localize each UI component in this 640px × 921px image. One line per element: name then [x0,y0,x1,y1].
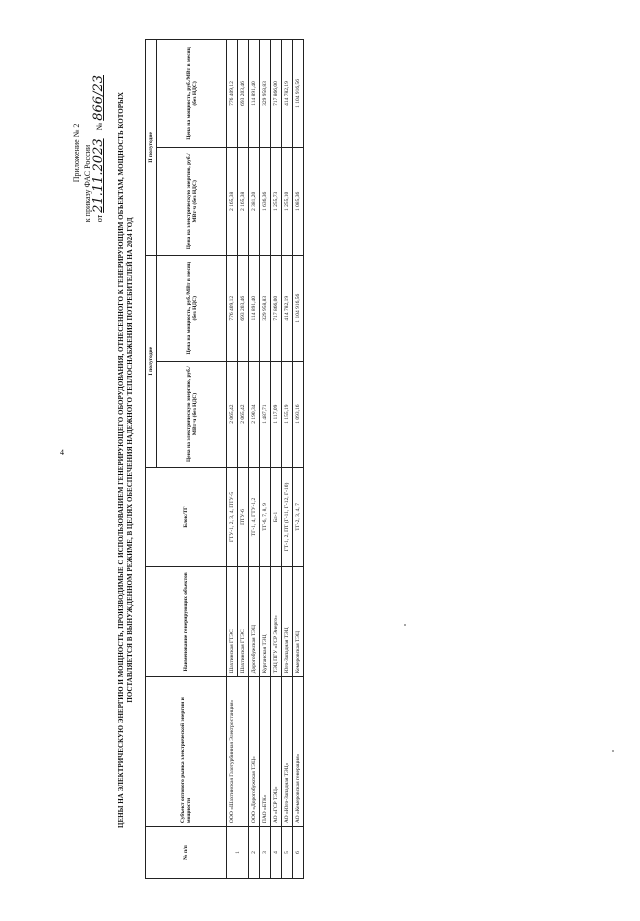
cell-num: 6 [293,827,304,879]
appendix-header [71,75,105,222]
cell-subject: ПАО «БТК» [260,677,271,827]
cell-capacity-2: 414 782,19 [282,40,293,148]
header-energy-price-2: Цена на электрическую энергию, руб./МВт·ч (без НДС) [157,147,227,255]
cell-energy-2: 1 255,10 [282,147,293,255]
cell-block: ГТУ-1, 2, 3, 4, ПТУ-5 [227,467,238,567]
cell-subject: АО «ГСР ТЭЦ» [271,677,282,827]
scan-speck [612,750,614,752]
prices-table [145,39,304,879]
cell-capacity-2: 717 866,00 [271,40,282,148]
cell-energy-1: 2 065,42 [227,361,238,467]
order-number: 866/23 [91,75,106,121]
cell-block: ТГ-6, 7, 8, 9 [260,467,271,567]
cell-object: Юго-Западная ТЭЦ [282,567,293,677]
cell-num: 2 [249,827,260,879]
cell-subject: ООО «Шахтинская Газотурбинная Электростанция» [227,677,249,827]
header-num: № п/п [146,827,227,879]
scan-speck [404,624,406,626]
number-prefix: № [95,122,104,131]
cell-capacity-2: 1 104 916,56 [293,40,304,148]
cell-capacity-1: 693 203,46 [238,255,249,361]
cell-num: 4 [271,827,282,879]
cell-block: ТГ-2, 3, 4, 7 [293,467,304,567]
header-subject: Субъект оптового рынка электрической энергии и мощности [146,677,227,827]
cell-block: ПТУ-6 [238,467,249,567]
cell-energy-2: 2 165,38 [227,147,238,255]
cell-capacity-1: 329 958,83 [260,255,271,361]
cell-energy-1: 2 065,42 [238,361,249,467]
cell-capacity-1: 414 782,19 [282,255,293,361]
cell-capacity-1: 717 866,00 [271,255,282,361]
cell-object: ТЭЦ ПГУ «ГСР Энерго» [271,567,282,677]
appendix-date-line [93,75,105,222]
cell-capacity-2: 776 409,12 [227,40,238,148]
cell-num: 3 [260,827,271,879]
date-prefix: от [95,214,104,223]
cell-energy-2: 1 255,73 [271,147,282,255]
table-row [260,40,271,879]
cell-block: ТГ-1, 4, ГТУ-1,2 [249,467,260,567]
cell-object: Шахтинская ГТЭС [238,567,249,677]
appendix-title: Приложение № 2 [72,123,81,183]
cell-num: 5 [282,827,293,879]
cell-capacity-2: 114 891,40 [249,40,260,148]
cell-capacity-1: 114 891,40 [249,255,260,361]
cell-object: Дорогобужская ТЭЦ [249,567,260,677]
cell-block: ГТ-1, 2, ПТ (Г-11, Г-12, Г-10) [282,467,293,567]
table-row [293,40,304,879]
cell-subject: АО «Кемеровская генерация» [293,677,304,827]
cell-capacity-2: 693 203,46 [238,40,249,148]
cell-object: Шахтинская ГТЭС [227,567,238,677]
order-date: 21.11.2023 [91,138,106,213]
cell-subject: АО «Юго-Западная ТЭЦ» [282,677,293,827]
rotated-page-content [65,35,625,885]
table-row [249,40,260,879]
cell-capacity-1: 776 409,12 [227,255,238,361]
cell-capacity-1: 1 104 916,56 [293,255,304,361]
cell-energy-2: 1 085,36 [293,147,304,255]
cell-object: Кемеровская ТЭЦ [293,567,304,677]
table-row [227,40,238,879]
header-object: Наименование генерирующих объектов [146,567,227,677]
table-row [271,40,282,879]
header-row-1 [146,40,157,879]
cell-energy-2: 1 636,36 [260,147,271,255]
header-block: Блок/ТГ [146,467,227,567]
cell-energy-1: 1 487,71 [260,361,271,467]
cell-subject: ООО «Дорогобужская ТЭЦ» [249,677,260,827]
cell-energy-1: 1 093,16 [293,361,304,467]
cell-energy-1: 1 117,09 [271,361,282,467]
cell-energy-2: 2 381,20 [249,147,260,255]
header-capacity-price-2: Цена на мощность, руб./МВт в месяц (без НДС) [157,40,227,148]
cell-num: 1 [227,827,249,879]
header-half-1: I полугодие [146,255,157,467]
cell-energy-1: 1 155,19 [282,361,293,467]
cell-energy-1: 2 190,34 [249,361,260,467]
cell-capacity-2: 329 958,83 [260,40,271,148]
cell-energy-2: 2 165,38 [238,147,249,255]
header-capacity-price-1: Цена на мощность, руб./МВт в месяц (без НДС) [157,255,227,361]
table-row [282,40,293,879]
cell-object: Курганская ТЭЦ [260,567,271,677]
header-energy-price-1: Цена на электрическую энергию, руб./МВт·ч (без НДС) [157,361,227,467]
page-number: 4 [60,448,64,457]
document-title: ЦЕНЫ НА ЭЛЕКТРИЧЕСКУЮ ЭНЕРГИЮ И МОЩНОСТЬ, ПРОИЗВОДИМЫЕ С ИСПОЛЬЗОВАНИЕМ ГЕНЕРИРУЮЩЕГО ОБОРУДОВАНИЯ, ОТНЕСЕННОГО К ГЕНЕРИРУЮЩИМ ОБЪЕКТАМ, МОЩНОСТЬ КОТОРЫХ ПОСТАВЛЯЕТСЯ В ВЫНУЖДЕННОМ РЕЖИМЕ, В ЦЕЛЯХ ОБЕСПЕЧЕНИЯ НАДЕЖНОГО ТЕПЛОСНАБЖЕНИЯ ПОТРЕБИТЕЛЕЙ НА 2024 ГОД [117,92,134,828]
cell-block: Бл-1 [271,467,282,567]
header-half-2: II полугодие [146,40,157,256]
appendix-order-ref: к приказу ФАС России [83,144,92,223]
